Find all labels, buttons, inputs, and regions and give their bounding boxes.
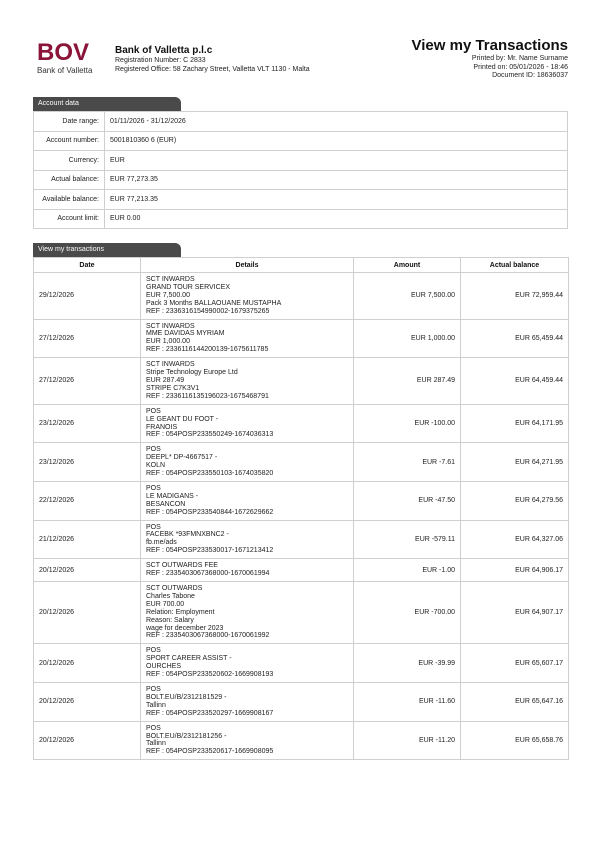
transaction-details (141, 443, 354, 482)
account-field-value: EUR (105, 151, 568, 171)
transaction-date: 27/12/2026 (34, 358, 141, 405)
transaction-detail-line: KOLN (146, 462, 166, 470)
account-field-label: Available balance: (34, 190, 105, 210)
transaction-amount: EUR 7,500.00 (354, 273, 461, 320)
account-data-tab: Account data (33, 97, 181, 111)
transaction-detail-line: REF : 2335403067368000-1670061994 (146, 570, 270, 578)
bov-logo (37, 40, 99, 75)
registration-number: Registration Number: C 2833 (115, 57, 206, 64)
transaction-detail-line: SCT OUTWARDS FEE (146, 562, 218, 570)
transaction-balance: EUR 64,271.95 (461, 443, 569, 482)
transaction-balance: EUR 72,959.44 (461, 273, 569, 320)
transaction-details (141, 582, 354, 644)
account-data-row (34, 151, 568, 171)
transaction-detail-line: EUR 700.00 (146, 600, 185, 608)
table-row (34, 559, 569, 582)
transaction-detail-line: POS (146, 407, 161, 415)
transaction-balance: EUR 64,327.06 (461, 520, 569, 559)
transaction-balance: EUR 65,607.17 (461, 644, 569, 683)
account-data-table (33, 111, 568, 229)
transaction-detail-line: Charles Tabone (146, 592, 195, 600)
transaction-detail-line: REF : 054POSP233550249-1674036313 (146, 431, 274, 439)
account-data-row (34, 209, 568, 229)
transaction-detail-line: SCT INWARDS (146, 361, 195, 369)
transaction-detail-line: REF : 2336116144200139-1675611785 (146, 346, 269, 354)
account-field-label: Currency: (34, 151, 105, 171)
logo-subtext: Bank of Valletta (37, 66, 93, 75)
transaction-details (141, 358, 354, 405)
table-row (34, 682, 569, 721)
printed-by: Printed by: Mr. Name Surname (471, 55, 568, 62)
account-field-value: EUR 77,273.35 (105, 170, 568, 190)
transaction-date: 29/12/2026 (34, 273, 141, 320)
transaction-detail-line: POS (146, 647, 161, 655)
table-row (34, 404, 569, 443)
table-row (34, 358, 569, 405)
transaction-detail-line: EUR 1,000.00 (146, 338, 190, 346)
transaction-detail-line: POS (146, 523, 161, 531)
transaction-date: 23/12/2026 (34, 443, 141, 482)
bank-info (115, 45, 310, 74)
column-header-balance: Actual balance (461, 258, 569, 273)
transaction-date: 20/12/2026 (34, 682, 141, 721)
transaction-amount: EUR -7.61 (354, 443, 461, 482)
transaction-date: 20/12/2026 (34, 644, 141, 683)
account-field-label: Account limit: (34, 209, 105, 229)
account-field-label: Actual balance: (34, 170, 105, 190)
document-id: Document ID: 18636037 (492, 72, 568, 80)
transaction-detail-line: BOLT.EU/B/2312181529 - (146, 693, 227, 701)
transaction-amount: EUR 287.49 (354, 358, 461, 405)
transaction-detail-line: REF : 2336316154990002-1679375265 (146, 307, 270, 315)
transaction-detail-line: Reason: Salary (146, 616, 194, 624)
transaction-amount: EUR -700.00 (354, 582, 461, 644)
transaction-detail-line: POS (146, 685, 161, 693)
account-field-value: 01/11/2026 - 31/12/2026 (105, 112, 568, 132)
transaction-detail-line: FRANOIS (146, 423, 178, 431)
transaction-amount: EUR -1.00 (354, 559, 461, 582)
table-row (34, 319, 569, 358)
transaction-detail-line: Stripe Technology Europe Ltd (146, 369, 238, 377)
table-row (34, 520, 569, 559)
transaction-balance: EUR 65,658.76 (461, 721, 569, 760)
transaction-detail-line: REF : 2336116135196023-1675468791 (146, 392, 269, 400)
transaction-detail-line: POS (146, 724, 161, 732)
account-data-row (34, 131, 568, 151)
transaction-detail-line: REF : 054POSP233540844-1672629662 (146, 508, 274, 516)
table-row (34, 273, 569, 320)
transaction-details (141, 520, 354, 559)
printed-on: Printed on: 05/01/2026 - 18:46 (473, 63, 568, 71)
transaction-detail-line: EUR 7,500.00 (146, 291, 190, 299)
transaction-detail-line: POS (146, 484, 161, 492)
transaction-amount: EUR -11.60 (354, 682, 461, 721)
transaction-date: 23/12/2026 (34, 404, 141, 443)
transaction-detail-line: REF : 054POSP233520602-1669908193 (146, 671, 274, 679)
transaction-detail-line: SCT OUTWARDS (146, 585, 203, 592)
account-field-label: Account number: (34, 131, 105, 151)
transaction-balance: EUR 64,279.56 (461, 481, 569, 520)
transaction-detail-line: wage for december 2023 (146, 624, 224, 632)
transaction-balance: EUR 64,907.17 (461, 582, 569, 644)
account-data-row (34, 190, 568, 210)
transaction-details (141, 273, 354, 320)
transaction-detail-line: FACEBK *93FMNXBNC2 - (146, 531, 229, 539)
registered-office: Registered Office: 58 Zachary Street, Valletta VLT 1130 - Malta (115, 65, 310, 73)
transaction-detail-line: MME DAVIDAS MYRIAM (146, 330, 225, 338)
transaction-details (141, 559, 354, 582)
account-field-value: EUR 0.00 (105, 209, 568, 229)
transaction-details (141, 644, 354, 683)
transaction-detail-line: EUR 287.49 (146, 376, 185, 384)
transaction-detail-line: LE MADIGANS - (146, 492, 199, 500)
transaction-details (141, 721, 354, 760)
transaction-detail-line: DEEPL* DP-4667517 - (146, 454, 218, 462)
transaction-detail-line: GRAND TOUR SERVICEX (146, 283, 231, 291)
page-title: View my Transactions (411, 37, 568, 54)
table-row (34, 644, 569, 683)
transaction-amount: EUR 1,000.00 (354, 319, 461, 358)
account-data-row (34, 170, 568, 190)
transaction-detail-line: OURCHES (146, 663, 182, 671)
transaction-detail-line: SPORT CAREER ASSIST - (146, 655, 232, 663)
transaction-detail-line: BOLT.EU/B/2312181256 - (146, 732, 227, 740)
table-row (34, 721, 569, 760)
transactions-table (33, 257, 569, 760)
transaction-detail-line: fb.me/ads (146, 539, 177, 547)
transaction-balance: EUR 64,459.44 (461, 358, 569, 405)
transaction-amount: EUR -100.00 (354, 404, 461, 443)
table-row (34, 443, 569, 482)
transaction-balance: EUR 64,171.95 (461, 404, 569, 443)
column-header-amount: Amount (354, 258, 461, 273)
table-header-row (34, 258, 569, 273)
column-header-details: Details (141, 258, 354, 273)
transaction-balance: EUR 65,459.44 (461, 319, 569, 358)
column-header-date: Date (34, 258, 141, 273)
transaction-date: 27/12/2026 (34, 319, 141, 358)
transaction-date: 20/12/2026 (34, 559, 141, 582)
transactions-tab: View my transactions (33, 243, 181, 257)
transaction-detail-line: SCT INWARDS (146, 322, 195, 330)
transaction-amount: EUR -11.20 (354, 721, 461, 760)
transaction-details (141, 682, 354, 721)
transaction-detail-line: Relation: Employment (146, 608, 215, 616)
transaction-detail-line: Pack 3 Months BALLAOUANE MUSTAPHA (146, 299, 282, 307)
transaction-amount: EUR -47.50 (354, 481, 461, 520)
bov-logo-mark (37, 40, 93, 64)
document-info (412, 37, 568, 81)
svg-text:BOV: BOV (37, 40, 90, 64)
transaction-detail-line: Tallinn (146, 740, 166, 748)
transaction-details (141, 319, 354, 358)
transaction-detail-line: POS (146, 446, 161, 454)
transaction-detail-line: REF : 2335403067368000-1670061992 (146, 632, 270, 640)
transaction-amount: EUR -579.11 (354, 520, 461, 559)
transaction-detail-line: REF : 054POSP233530017-1671213412 (146, 547, 274, 555)
account-data-row (34, 112, 568, 132)
transaction-date: 20/12/2026 (34, 582, 141, 644)
transaction-detail-line: LE GEANT DU FOOT - (146, 415, 219, 423)
transaction-detail-line: REF : 054POSP233520617-1669908095 (146, 748, 274, 756)
transaction-detail-line: REF : 054POSP233520297-1669908167 (146, 709, 274, 717)
transaction-detail-line: REF : 054POSP233550103-1674035820 (146, 470, 274, 478)
transaction-detail-line: BESANCON (146, 500, 186, 508)
table-row (34, 481, 569, 520)
account-field-value: EUR 77,213.35 (105, 190, 568, 210)
transaction-date: 22/12/2026 (34, 481, 141, 520)
transaction-balance: EUR 65,647.16 (461, 682, 569, 721)
transaction-date: 20/12/2026 (34, 721, 141, 760)
table-row (34, 582, 569, 644)
transaction-detail-line: Tallinn (146, 701, 166, 709)
transaction-detail-line: STRIPE C7K3V1 (146, 384, 200, 392)
account-field-label: Date range: (34, 112, 105, 132)
transaction-details (141, 481, 354, 520)
transaction-balance: EUR 64,906.17 (461, 559, 569, 582)
account-field-value: 5001810360 6 (EUR) (105, 131, 568, 151)
transaction-date: 21/12/2026 (34, 520, 141, 559)
transaction-amount: EUR -39.99 (354, 644, 461, 683)
bank-name: Bank of Valletta p.l.c (115, 45, 213, 56)
transaction-detail-line: SCT INWARDS (146, 276, 195, 283)
transaction-details (141, 404, 354, 443)
